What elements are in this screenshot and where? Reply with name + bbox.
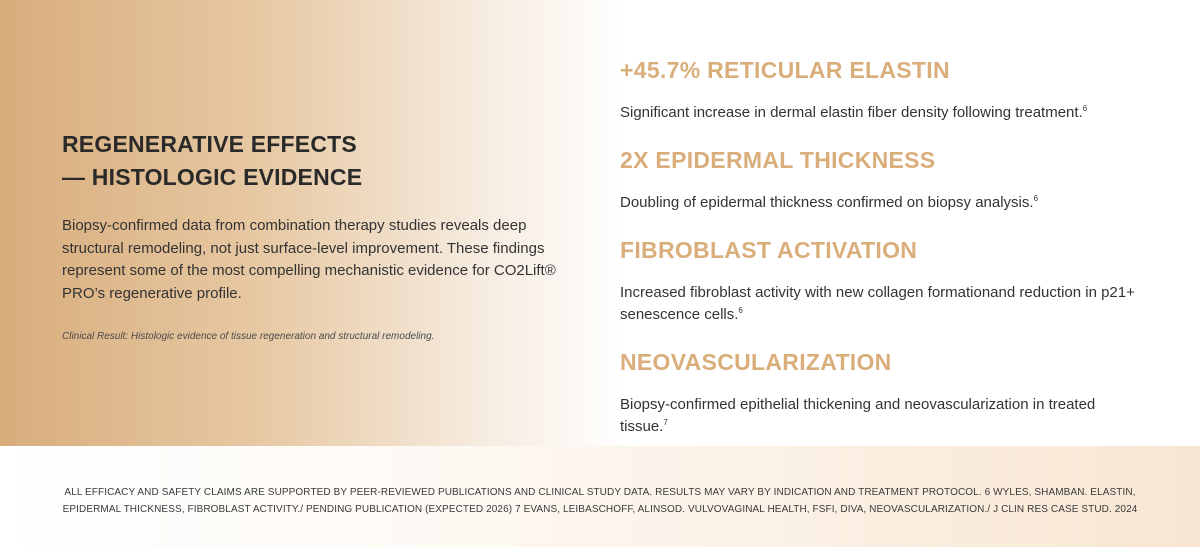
stat-description [620, 394, 1140, 438]
stat-description-text: Significant increase in dermal elastin fiber density following treatment. [620, 104, 1083, 121]
stat-description [620, 102, 1140, 124]
stats-list [620, 56, 1140, 438]
stat-title: NEOVASCULARIZATION [620, 349, 892, 375]
stat-description-text: Doubling of epidermal thickness confirmed on biopsy analysis. [620, 194, 1034, 211]
stat-title: 2X EPIDERMAL THICKNESS [620, 147, 936, 173]
section-title-line-1: REGENERATIVE EFFECTS [62, 131, 357, 157]
stat-description [620, 192, 1140, 214]
section-title [62, 128, 582, 194]
intro-panel [62, 128, 582, 342]
footer-disclaimer [0, 446, 1200, 547]
stat-description-text: Increased fibroblast activity with new collagen formationand reduction in p21+ senescence cells. [620, 284, 1135, 323]
stat-description-text: Biopsy-confirmed epithelial thickening and neovascularization in treated tissue. [620, 396, 1096, 435]
footnote-ref: 6 [1082, 104, 1088, 113]
stat-item-epidermal [620, 146, 1140, 214]
section-title-line-2: — HISTOLOGIC EVIDENCE [62, 164, 363, 190]
stat-description [620, 282, 1140, 326]
stat-title: FIBROBLAST ACTIVATION [620, 237, 918, 263]
stat-item-neovascularization [620, 348, 1140, 438]
footnote-ref: 7 [663, 418, 668, 427]
stat-title: +45.7% RETICULAR ELASTIN [620, 57, 950, 83]
footnote-ref: 6 [1033, 194, 1039, 203]
stat-item-elastin [620, 56, 1140, 124]
stat-item-fibroblast [620, 236, 1140, 326]
clinical-caption: Clinical Result: Histologic evidence of tissue regeneration and structural remodeling. [62, 331, 435, 342]
intro-paragraph: Biopsy-confirmed data from combination therapy studies reveals deep structural remodeling, not just surface-level improvement. These findings represent some of the most compelling mechanistic evidence for CO2Lift® PRO’s regenerative profile. [62, 217, 556, 302]
legal-text: ALL EFFICACY AND SAFETY CLAIMS ARE SUPPORTED BY PEER-REVIEWED PUBLICATIONS AND CLINICAL STUDY DATA. RESULTS MAY VARY BY INDICATION AND TREATMENT PROTOCOL. 6 WYLES, SHAMBAN. ELASTIN, EPIDERMAL THICKNESS, FIBROBLAST ACTIVITY./ PENDING PUBLICATION (EXPECTED 2026) 7 EVANS, LEIBASCHOFF, ALINSOD. VULVOVAGINAL HEALTH, FSFI, DIVA, NEOVASCULARIZATION./ J CLIN RES CASE STUD. 2024 [62, 487, 1138, 515]
footnote-ref: 6 [738, 306, 743, 315]
